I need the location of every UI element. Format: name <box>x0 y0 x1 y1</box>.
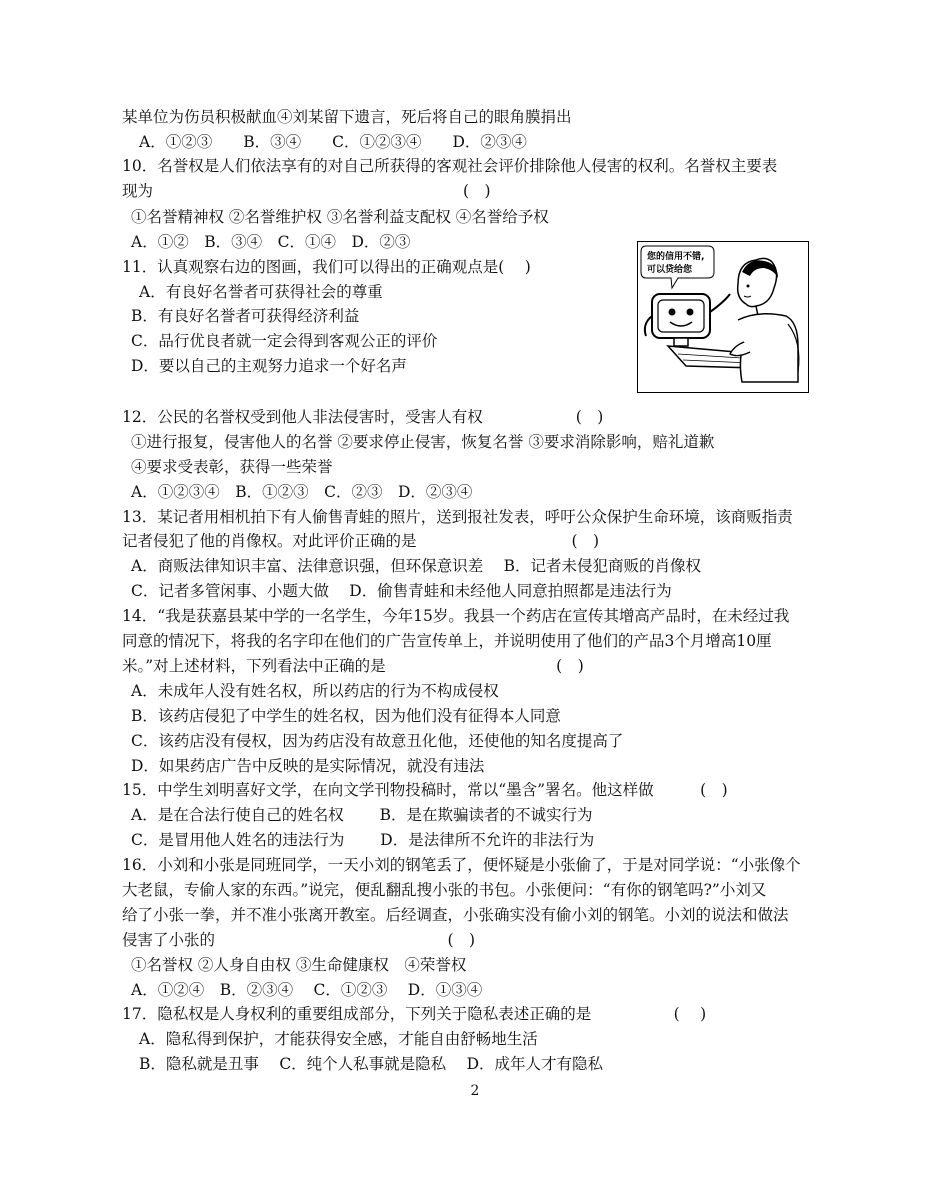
option-line: ①进行报复，侵害他人的名誉 ②要求停止侵害，恢复名誉 ③要求消除影响，赔礼道歉 <box>131 433 715 451</box>
option-line: C．记者多管闲事、小题大做 D．偷售青蛙和未经他人同意拍照都是违法行为 <box>131 582 672 600</box>
text-line: 大老鼠，专偷人家的东西。”说完，便乱翻乱搜小张的书包。小张便问：“有你的钢笔吗?”小刘又 <box>122 881 767 899</box>
option-line: A．有良好名誉者可获得社会的尊重 <box>139 283 383 301</box>
text-line: 给了小张一拳，并不准小张离开教室。后经调查，小张确实没有偷小刘的钢笔。小刘的说法和做法 <box>122 906 789 924</box>
text-line: 记者侵犯了他的肖像权。对此评价正确的是 ( ) <box>122 532 600 550</box>
text-line: 侵害了小张的 ( ) <box>122 931 476 949</box>
cartoon-drawing <box>638 242 807 391</box>
text-line: 现为 ( ) <box>122 182 491 200</box>
option-line: A．①②③④ B．①②③ C．②③ D．②③④ <box>131 483 473 501</box>
question-10: 10．名誉权是人们依法享有的对自己所获得的客观社会评价排除他人侵害的权利。名誉权主要表 <box>122 157 778 175</box>
text-line: 米。”对上述材料，下列看法中正确的是 ( ) <box>122 657 584 675</box>
option-line: C．该药店没有侵权，因为药店没有故意丑化他，还使他的知名度提高了 <box>131 732 624 750</box>
cartoon-illustration <box>637 241 809 393</box>
option-line: ①名誉精神权 ②名誉维护权 ③名誉利益支配权 ④名誉给予权 <box>131 208 549 226</box>
bubble-text-line2: 可以贷给您 <box>647 265 693 275</box>
option-line: D．如果药店广告中反映的是实际情况，就没有违法 <box>131 757 485 775</box>
page-number: 2 <box>470 1083 480 1099</box>
option-line: ①名誉权 ②人身自由权 ③生命健康权 ④荣誉权 <box>131 956 467 974</box>
question-17: 17．隐私权是人身权利的重要组成部分，下列关于隐私表述正确的是 ( ) <box>122 1005 707 1023</box>
option-line: B．该药店侵犯了中学生的姓名权，因为他们没有征得本人同意 <box>131 707 561 725</box>
question-15: 15．中学生刘明喜好文学，在向文学刊物投稿时，常以“墨含”署名。他这样做 ( ) <box>122 781 728 799</box>
option-line: A．隐私得到保护，才能获得安全感，才能自由舒畅地生活 <box>139 1030 538 1048</box>
option-line: B．有良好名誉者可获得经济利益 <box>131 307 360 325</box>
option-line: C．是冒用他人姓名的违法行为 D．是法律所不允许的非法行为 <box>131 831 595 849</box>
option-line: A．①②④ B．②③④ C．①②③ D．①③④ <box>131 981 483 999</box>
question-16: 16．小刘和小张是同班同学，一天小刘的钢笔丢了，便怀疑是小张偷了，于是对同学说：“小张像个 <box>122 856 801 874</box>
option-line: A．商贩法律知识丰富、法律意识强，但环保意识差 B．记者未侵犯商贩的肖像权 <box>131 557 702 575</box>
option-line: A．未成年人没有姓名权，所以药店的行为不构成侵权 <box>131 682 499 700</box>
question-12: 12．公民的名誉权受到他人非法侵害时，受害人有权 ( ) <box>122 408 604 426</box>
option-line: C．品行优良者就一定会得到客观公正的评价 <box>131 332 438 350</box>
question-14: 14．“我是获嘉县某中学的一名学生，今年15岁。我县一个药店在宣传其增高产品时，在未经过我 <box>122 607 790 625</box>
text-line: 同意的情况下，将我的名字印在他们的广告宣传单上，并说明使用了他们的产品3个月增高10厘 <box>122 632 772 650</box>
option-line: B．隐私就是丑事 C．纯个人私事就是隐私 D．成年人才有隐私 <box>139 1055 604 1073</box>
question-11: 11．认真观察右边的图画，我们可以得出的正确观点是( ) <box>122 258 531 276</box>
bubble-text-line1: 您的信用不错, <box>647 252 705 262</box>
question-13: 13．某记者用相机拍下有人偷售青蛙的照片，送到报社发表，呼吁公众保护生命环境，该商贩指责 <box>122 508 793 526</box>
text-line: 某单位为伤员积极献血④刘某留下遗言，死后将自己的眼角膜捐出 <box>122 108 572 126</box>
option-line: D．要以自己的主观努力追求一个好名声 <box>131 357 407 375</box>
option-line: A．①②③ B．③④ C．①②③④ D．②③④ <box>139 133 527 151</box>
option-line: A．是在合法行使自己的姓名权 B．是在欺骗读者的不诚实行为 <box>131 806 593 824</box>
option-line: ④要求受表彰，获得一些荣誉 <box>131 458 333 476</box>
option-line: A．①② B．③④ C．①④ D．②③ <box>131 233 411 251</box>
